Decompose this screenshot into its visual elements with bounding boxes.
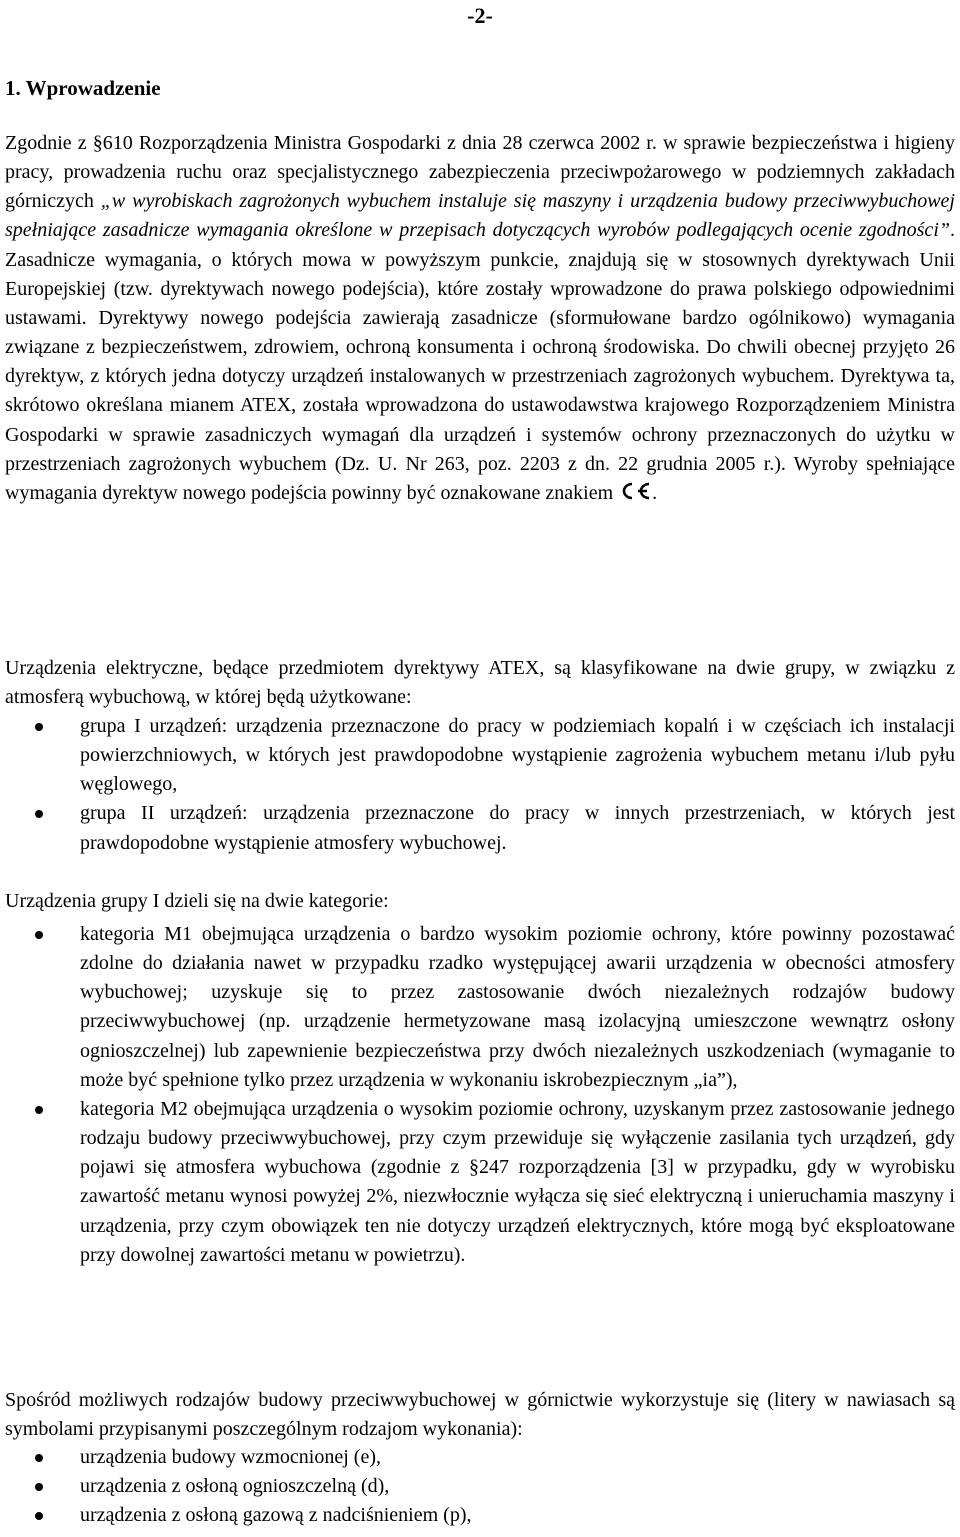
section-heading: 1. Wprowadzenie — [5, 76, 161, 100]
list-item: kategoria M1 obejmująca urządzenia o bardzo wysokim poziomie ochrony, które powinny pozostawać zdolne do działania nawet w przypadku rzadko występującej awarii urządzenia w obecności atmosfery wybuchowej; uzyskuje się to przez zastosowanie dwóch niezależnych rodzajów budowy przeciwwybuchowej (np. urządzenie hermetyzowane masą izolacyjną umieszczone wewnątrz osłony ognioszczelnej) lub zapewnienie bezpieczeństwa przy dwóch niezależnych uszkodzeniach (wymaganie to może być spełnione tylko przez urządzenia w wykonaniu iskrobezpiecznym „ia”), — [5, 920, 955, 1095]
groups-intro-paragraph: Urządzenia elektryczne, będące przedmiotem dyrektywy ATEX, są klasyfikowane na dwie grupy, w związku z atmosferą wybuchową, w której będą użytkowane: — [5, 657, 955, 709]
intro-text-end: . — [652, 481, 658, 504]
types-list — [5, 1443, 955, 1530]
bullet-icon — [35, 1106, 43, 1114]
list-item: urządzenia z osłoną gazową z nadciśnieniem (p), — [5, 1501, 955, 1530]
list-item: grupa II urządzeń: urządzenia przeznaczone do pracy w innych przestrzeniach, w których jest prawdopodobne wystąpienie atmosfery wybuchowej. — [5, 799, 955, 857]
groups-list — [5, 712, 955, 858]
list-item: urządzenia budowy wzmocnionej (e), — [5, 1443, 955, 1472]
types-intro-paragraph: Spośród możliwych rodzajów budowy przeciwwybuchowej w górnictwie wykorzystuje się (litery w nawiasach są symbolami przypisanymi poszczególnym rodzajom wykonania): — [5, 1389, 955, 1441]
bullet-icon — [35, 723, 43, 731]
categories-list — [5, 920, 955, 1270]
bullet-icon — [35, 1512, 43, 1520]
bullet-icon — [35, 810, 43, 818]
categories-intro-paragraph: Urządzenia grupy I dzieli się na dwie kategorie: — [5, 890, 389, 912]
list-item: urządzenia z osłoną ognioszczelną (d), — [5, 1472, 955, 1501]
ce-mark-icon — [618, 481, 652, 501]
intro-text-2: . Zasadnicze wymagania, o których mowa w powyższym punkcie, znajdują się w stosownych dyrektywach Unii Europejskiej (tzw. dyrektywach nowego podejścia), które zostały wprowadzone do prawa polskiego odpowiednimi ustawami. Dyrektywy nowego podejścia zawierają zasadnicze (sformułowane bardzo ogólnikowo) wymagania związane z bezpieczeństwem, zdrowiem, ochroną konsumenta i ochroną środowiska. Do chwili obecnej przyjęto 26 dyrektyw, z których jedna dotyczy urządzeń instalowanych w przestrzeniach zagrożonych wybuchem. Dyrektywa ta, skrótowo określana mianem ATEX, została wprowadzona do ustawodawstwa krajowego Rozporządzeniem Ministra Gospodarki w sprawie zasadniczych wymagań dla urządzeń i systemów ochrony przeznaczonych do użytku w przestrzeniach zagrożonych wybuchem (Dz. U. Nr 263, poz. 2203 z dn. 22 grudnia 2005 r.). Wyroby spełniające wymagania dyrektyw nowego podejścia powinny być oznakowane znakiem — [5, 219, 955, 504]
intro-quote: „w wyrobiskach zagrożonych wybuchem instaluje się maszyny i urządzenia budowy przeciwwybuchowej spełniające zasadnicze wymagania określone w przepisach dotyczących wyrobów podlegających ocenie zgodności” — [5, 190, 955, 242]
bullet-icon — [35, 1454, 43, 1462]
intro-text-1: Zgodnie z §610 Rozporządzenia Ministra Gospodarki z dnia 28 czerwca 2002 r. w sprawie bezpieczeństwa i higieny pracy, prowadzenia ruchu oraz specjalistycznego zabezpieczenia przeciwpożarowego w podziemnych zakładach górniczych — [5, 132, 955, 213]
page-number: -2- — [467, 3, 493, 28]
bullet-icon — [35, 1483, 43, 1491]
intro-paragraph — [5, 129, 955, 508]
list-item: grupa I urządzeń: urządzenia przeznaczone do pracy w podziemiach kopalń i w częściach ich instalacji powierzchniowych, w których jest prawdopodobne wystąpienie zagrożenia wybuchem metanu i/lub pyłu węglowego, — [5, 712, 955, 799]
list-item: kategoria M2 obejmująca urządzenia o wysokim poziomie ochrony, uzyskanym przez zastosowanie jednego rodzaju budowy przeciwwybuchowej, przy czym przewiduje się wyłączenie zasilania tych urządzeń, gdy pojawi się atmosfera wybuchowa (zgodnie z §247 rozporządzenia [3] w przypadku, gdy w wyrobisku zawartość metanu wynosi powyżej 2%, niezwłocznie wyłącza się sieć elektryczną i unieruchamia maszyny i urządzenia, przy czym obowiązek ten nie dotyczy urządzeń elektrycznych, które mogą być eksploatowane przy dowolnej zawartości metanu w powietrzu). — [5, 1095, 955, 1270]
bullet-icon — [35, 931, 43, 939]
